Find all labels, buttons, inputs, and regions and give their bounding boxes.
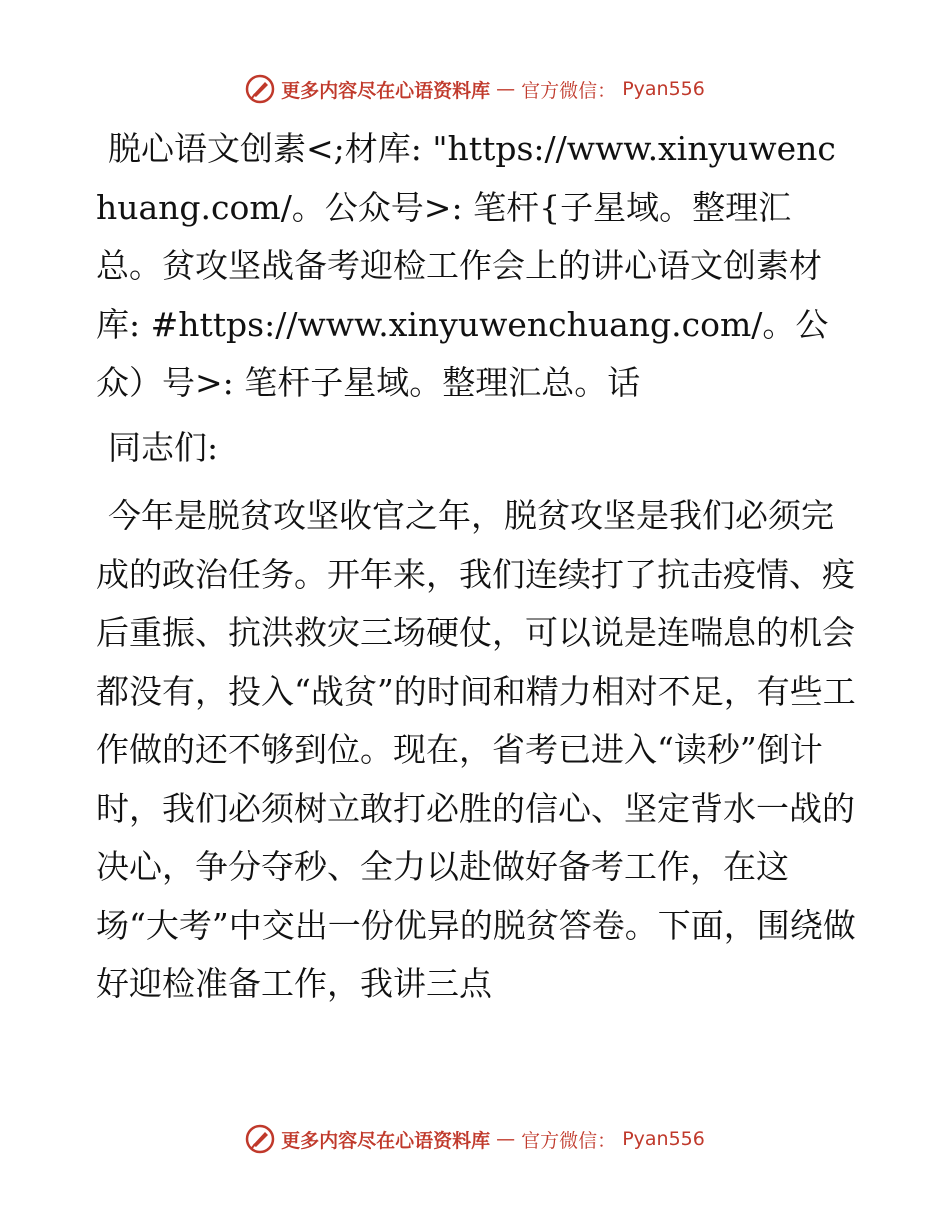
watermark-wechat-label: 官方微信：	[521, 1129, 617, 1152]
body-paragraph-salutation: 同志们:	[108, 427, 219, 467]
body-paragraph-1: 脱心语文创素<;材库: "https://www.xinyuwenchuang.com/。公众号>: 笔杆{子星域。整理汇总。贫攻坚战备考迎检工作会上的讲心语文创素材库: #https://www.xinyuwenchuang.com/。公众）号>: 笔杆子星域。整理汇总。话	[96, 129, 836, 402]
body-paragraph-3: 今年是脱贫攻坚收官之年，脱贫攻坚是我们必须完成的政治任务。开年来，我们连续打了抗击疫情、疫后重振、抗洪救灾三场硬仗，可以说是连喘息的机会都没有，投入“战贫”的时间和精力相对不足，有些工作做的还不够到位。现在，省考已进入“读秒”倒计时，我们必须树立敢打必胜的信心、坚定背水一战的决心，争分夺秒、全力以赴做好备考工作，在这场“大考”中交出一份优异的脱贫答卷。下面，围绕做好迎检准备工作，我讲三点	[96, 496, 856, 1003]
quill-seal-icon	[245, 74, 275, 104]
document-body	[96, 120, 856, 1014]
header-watermark	[0, 74, 950, 104]
quill-seal-icon	[245, 1124, 275, 1154]
footer-watermark	[0, 1124, 950, 1154]
watermark-title: 更多内容尽在心语资料库	[281, 1129, 491, 1152]
watermark-title: 更多内容尽在心语资料库	[281, 79, 491, 102]
watermark-wechat-id: Pyan556	[622, 78, 705, 100]
watermark-wechat-label: 官方微信：	[521, 79, 617, 102]
watermark-wechat-id: Pyan556	[622, 1128, 705, 1150]
watermark-separator: —	[496, 1128, 516, 1150]
watermark-separator: —	[496, 78, 516, 100]
